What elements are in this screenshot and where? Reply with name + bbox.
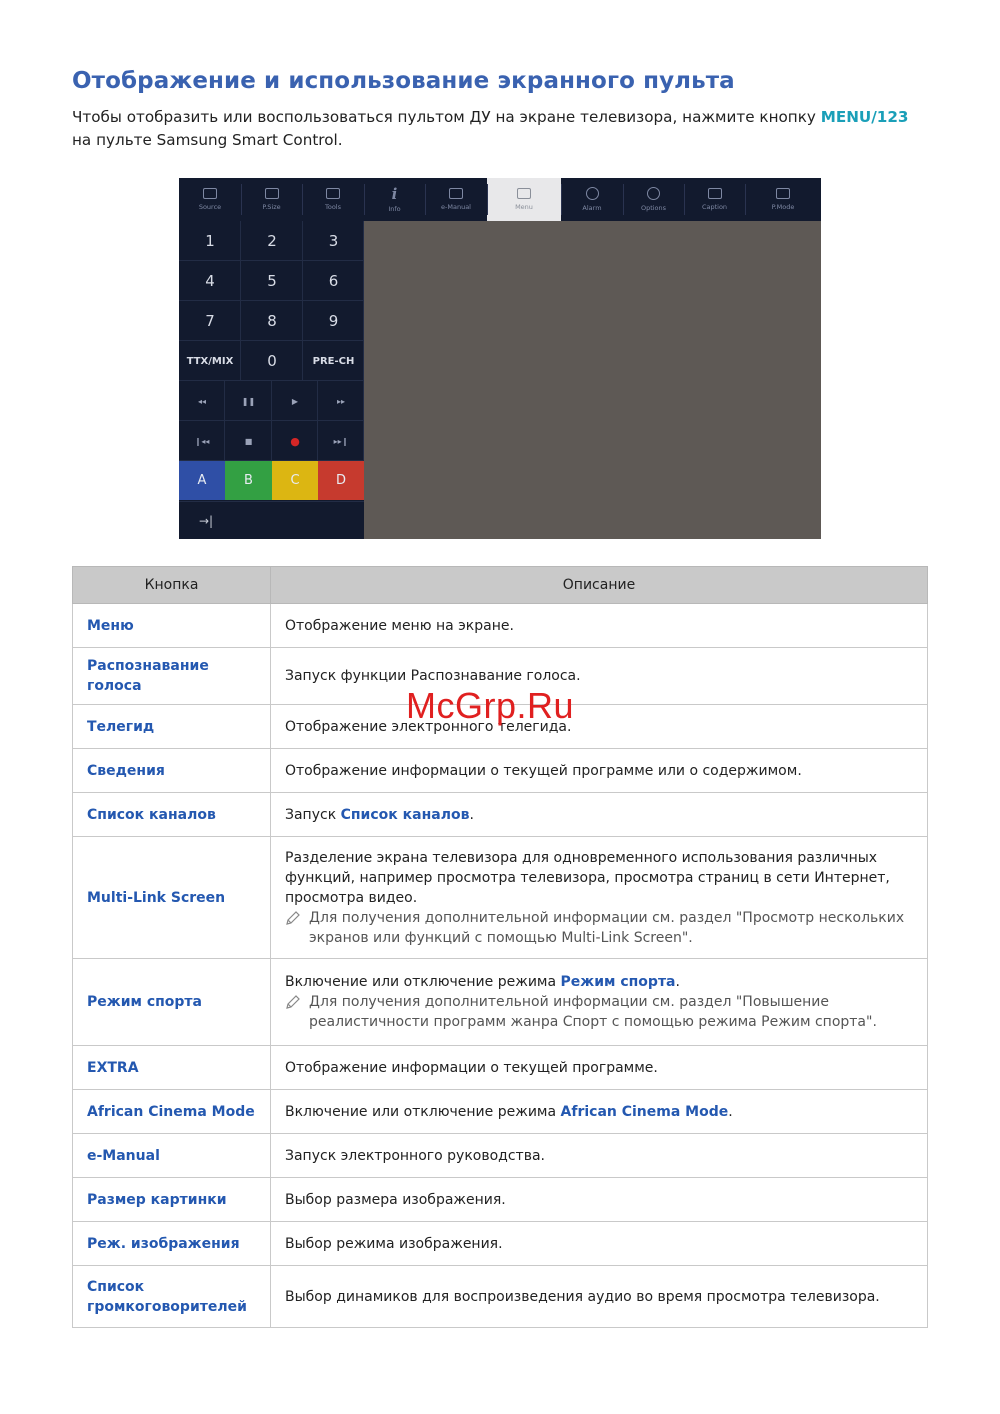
table-row [73,1134,928,1178]
color-key-c[interactable]: C [272,461,318,500]
table-row [73,1222,928,1266]
description-text: Запуск [285,806,341,823]
table-row [73,604,928,648]
pencil-note-icon [285,992,309,1032]
tools-icon [326,188,340,199]
row-key: Размер картинки [73,1178,271,1222]
table-row [73,749,928,793]
key-3[interactable]: 3 [303,221,364,261]
caption-button[interactable] [684,178,745,221]
row-key: Список каналов [73,793,271,837]
options-label: Options [640,204,667,212]
table-row [73,648,928,705]
row-key: Multi-Link Screen [73,837,271,959]
color-key-b[interactable]: B [225,461,272,500]
key-4[interactable]: 4 [179,261,241,301]
info-label: Info [388,204,401,213]
description-text: Включение или отключение режима [285,974,561,990]
alarm-label: Alarm [582,204,602,212]
row-key: Режим спорта [73,959,271,1046]
picture-size-button[interactable] [241,178,302,221]
previous-icon[interactable]: ❙◂◂ [179,421,225,461]
picture-mode-icon [776,188,790,199]
african-cinema-mode-reference: African Cinema Mode [560,1103,729,1120]
menu-label: Menu [515,203,533,211]
row-description: Выбор динамиков для воспроизведения аудио во время просмотра телевизора. [271,1266,928,1328]
table-row [73,705,928,749]
row-description: Запуск электронного руководства. [271,1134,928,1178]
row-description [271,837,928,959]
description-text-end: . [675,974,680,990]
source-label: Source [198,203,222,211]
column-header-button: Кнопка [73,567,271,604]
key-8[interactable]: 8 [241,301,303,341]
row-key: Сведения [73,749,271,793]
row-key: e-Manual [73,1134,271,1178]
color-keys [179,461,364,501]
row-description: Запуск функции Распознавание голоса. [271,648,928,705]
intro-text-end: на пульте Samsung Smart Control. [72,131,343,149]
caption-label: Caption [701,203,728,211]
table-row [73,793,928,837]
e-manual-button[interactable] [425,178,487,221]
menu-icon [517,188,531,199]
description-line [285,972,913,992]
tools-label: Tools [324,203,341,211]
row-key: Распознавание голоса [73,648,271,705]
key-2[interactable]: 2 [241,221,303,261]
table-row [73,959,928,1046]
row-description: Отображение информации о текущей программе. [271,1046,928,1090]
tv-screen-area [364,221,821,539]
buttons-table [72,566,928,1328]
row-description [271,959,928,1046]
picture-mode-button[interactable] [745,178,821,221]
table-row [73,1178,928,1222]
page-title: Отображение и использование экранного пульта [72,68,735,94]
rewind-icon[interactable]: ◂◂ [179,381,225,421]
move-remote-icon[interactable]: →| [179,501,364,541]
menu-button[interactable] [487,178,561,221]
pencil-note-icon [285,908,309,948]
table-row [73,837,928,959]
table-row [73,1046,928,1090]
row-description: Выбор размера изображения. [271,1178,928,1222]
row-description: Отображение информации о текущей программе или о содержимом. [271,749,928,793]
next-icon[interactable]: ▸▸❙ [318,421,364,461]
table-row [73,1090,928,1134]
note [285,908,913,948]
table-header-row [73,567,928,604]
info-button[interactable] [364,178,425,221]
row-description [271,793,928,837]
options-button[interactable] [623,178,684,221]
remote-topbar [179,178,821,221]
media-keys-row-2 [179,421,364,461]
number-keys [179,221,364,381]
fast-forward-icon[interactable]: ▸▸ [318,381,364,421]
key-ttx-mix[interactable]: TTX/MIX [179,341,241,381]
alarm-button[interactable] [561,178,623,221]
tools-button[interactable] [302,178,364,221]
stop-icon[interactable]: ■ [225,421,272,461]
alarm-icon [586,187,599,200]
row-key: Список громкоговорителей [73,1266,271,1328]
remote-keypad [179,221,364,539]
pause-icon[interactable]: ❚❚ [225,381,272,421]
record-icon[interactable]: ● [272,421,318,461]
key-pre-ch[interactable]: PRE-CH [303,341,364,381]
key-0[interactable]: 0 [241,341,303,381]
menu-123-button-name: MENU/123 [820,108,909,126]
e-manual-label: e-Manual [441,203,471,211]
note-text: Для получения дополнительной информации см. раздел "Просмотр нескольких экранов или функций с помощью Multi-Link Screen". [309,909,905,946]
table-row [73,1266,928,1328]
description-text-end: . [469,806,474,823]
key-1[interactable]: 1 [179,221,241,261]
description-text-end: . [728,1103,733,1120]
key-9[interactable]: 9 [303,301,364,341]
intro-text: Чтобы отобразить или воспользоваться пультом ДУ на экране телевизора, нажмите кнопку [72,108,821,126]
row-description [271,1090,928,1134]
row-description: Выбор режима изображения. [271,1222,928,1266]
source-icon [203,188,217,199]
note [285,992,913,1032]
row-description: Отображение электронного телегида. [271,705,928,749]
note-text: Для получения дополнительной информации см. раздел "Повышение реалистичности программ жанра Спорт с помощью режима Режим спорта". [309,994,877,1030]
sport-mode-reference: Режим спорта [560,974,676,990]
row-key: Телегид [73,705,271,749]
picture-size-label: P.Size [262,203,281,211]
source-button[interactable] [179,178,241,221]
description-text: Включение или отключение режима [285,1103,561,1120]
e-manual-icon [449,188,463,199]
on-screen-remote-image [179,178,821,539]
description-text: Разделение экрана телевизора для одновременного использования различных функций, например просмотра телевизора, просмотра страниц в сети Интернет, просмотра видео. [285,849,890,906]
watermark: McGrp.Ru [406,685,575,726]
picture-mode-label: P.Mode [771,203,795,211]
row-key: Реж. изображения [73,1222,271,1266]
row-description: Отображение меню на экране. [271,604,928,648]
picture-size-icon [265,188,279,199]
options-icon [647,187,660,200]
play-icon[interactable]: ▶ [272,381,318,421]
color-key-d[interactable]: D [318,461,364,500]
media-keys-row-1 [179,381,364,421]
intro-paragraph [72,106,932,152]
key-5[interactable]: 5 [241,261,303,301]
key-6[interactable]: 6 [303,261,364,301]
row-key: African Cinema Mode [73,1090,271,1134]
color-key-a[interactable]: A [179,461,225,500]
channel-list-reference: Список каналов [340,806,470,823]
info-icon: i [391,184,398,203]
key-7[interactable]: 7 [179,301,241,341]
row-key: Меню [73,604,271,648]
caption-icon [708,188,722,199]
column-header-description: Описание [271,567,928,604]
row-key: EXTRA [73,1046,271,1090]
